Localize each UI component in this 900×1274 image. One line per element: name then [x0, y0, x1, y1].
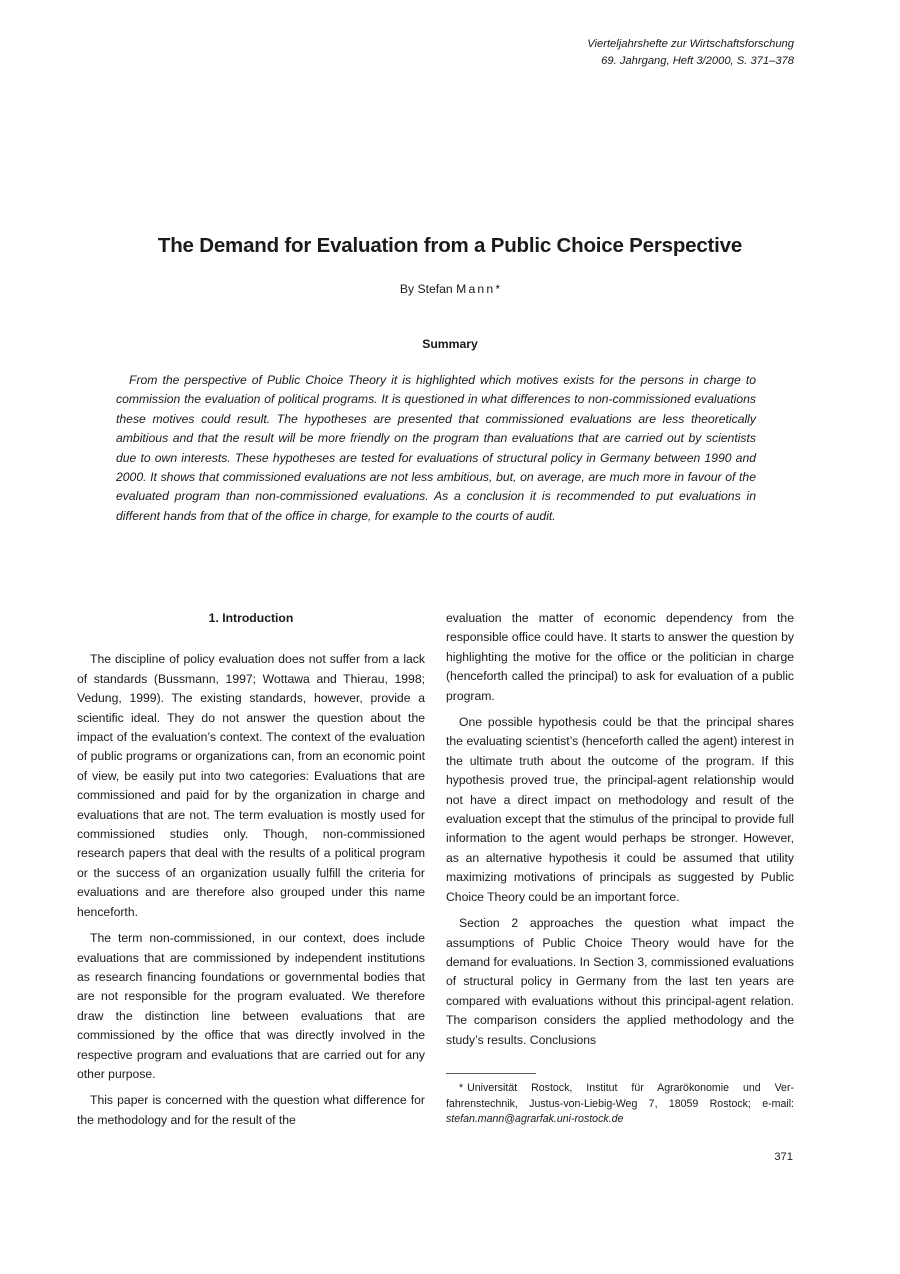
paragraph: One possible hypothesis could be that the principal shares the evaluating scientist’s (henceforth called the agent) interest in the ultimate truth about the outcome of the program. If this hypothesis proved true, the principal-agent relationship would not have a direct impact on methodology and result of the evaluation except that the stimulus of the principal to provide full information to the agent would perhaps be stronger. However, as an alternative hypothesis it could be assumed that utility maximizing motivations of principals as suggested by Public Choice Theory could be an important force. [446, 715, 794, 904]
footnote [446, 1081, 794, 1128]
paragraph: evaluation the matter of economic dependency from the responsible office could have. It starts to answer the question by highlighting the motive for the office or the politician in charge (henceforth called the principal) to ask for evaluation of a public program. [446, 611, 794, 703]
byline-prefix: By Stefan [399, 282, 453, 296]
footnote-email: stefan.mann@agrarfak.uni-rostock.de [446, 1113, 624, 1125]
author-footnote-mark: * [495, 282, 501, 296]
footnote-mark: * [459, 1082, 464, 1094]
footnote-rule [446, 1073, 536, 1074]
journal-name: Vierteljahrshefte zur Wirtschaftsforschung [587, 38, 794, 50]
left-column [77, 609, 425, 1137]
paragraph: This paper is concerned with the question what difference for the methodology and for the result of the [77, 1093, 425, 1127]
journal-citation [587, 36, 794, 70]
paragraph: The term non-commissioned, in our context, does include evaluations that are commissioned by independent institutions as research financing foundations or governmental bodies that are not responsible for the program evaluated. We therefore draw the distinction line between evaluations that are commissioned by the office that was directly involved in the respective program and evaluations that are carried out for any other purpose. [77, 931, 425, 1081]
page-number: 371 [774, 1151, 793, 1163]
author-surname: Mann [456, 282, 496, 296]
section-heading-introduction: 1. Introduction [208, 611, 294, 625]
paper-title: The Demand for Evaluation from a Public Choice Perspective [157, 234, 743, 257]
byline [0, 282, 900, 296]
paragraph: The discipline of policy evaluation does not suffer from a lack of standards (Bussmann, 1997; Wottawa and Thierau, 1998; Vedung, 1999). The existing standards, however, provide a scientific ideal. They do not answer the question about the impact of the evaluation’s context. The context of the evaluation of public programs or organizations can, from an economic point of view, be easily put into two categories: Evaluations that are commissioned and paid for by the organization in charge and evaluations that are not. The term evaluation is mostly used for commissioned studies only. Though, non-commissioned research papers that deal with the results of a political program or the success of an organization usually fulfill the criteria for evaluations and are therefore also grouped under this name henceforth. [77, 652, 425, 919]
paragraph: Section 2 approaches the question what impact the assumptions of Public Choice Theory would have for the demand for evaluations. In Section 3, commissioned evaluations of structural policy in Germany from the last ten years are compared with evaluations without this principal-agent relation. The comparison considers the applied methodology and the study’s results. Conclusions [446, 916, 794, 1047]
journal-issue: 69. Jahrgang, Heft 3/2000, S. 371–378 [601, 55, 794, 67]
summary-heading: Summary [422, 337, 478, 351]
right-column [446, 609, 794, 1057]
footnote-affiliation: Universität Rostock, Institut für Agrarökonomie und Verfahrenstechnik, Justus-von-Liebig-Weg 7, 18059 Rostock; e-mail: [446, 1082, 794, 1110]
summary-text: From the perspective of Public Choice Theory it is highlighted which motives exists for the persons in charge to commission the evaluation of political programs. It is questioned in what differences to non-commissioned evaluations these motives could result. The hypotheses are presented that commissioned evaluations are less theoretically ambitious and that the result will be more friendly on the program than evaluations that are carried out by scientists due to own interests. These hypotheses are tested for evaluations of structural policy in Germany between 1990 and 2000. It shows that commissioned evaluations are not less ambitious, but, on average, are much more in favour of the evaluated program than non-commissioned evaluations. As a conclusion it is recommended to put evaluations in different hands from that of the office in charge, for example to the courts of audit. [116, 373, 756, 523]
